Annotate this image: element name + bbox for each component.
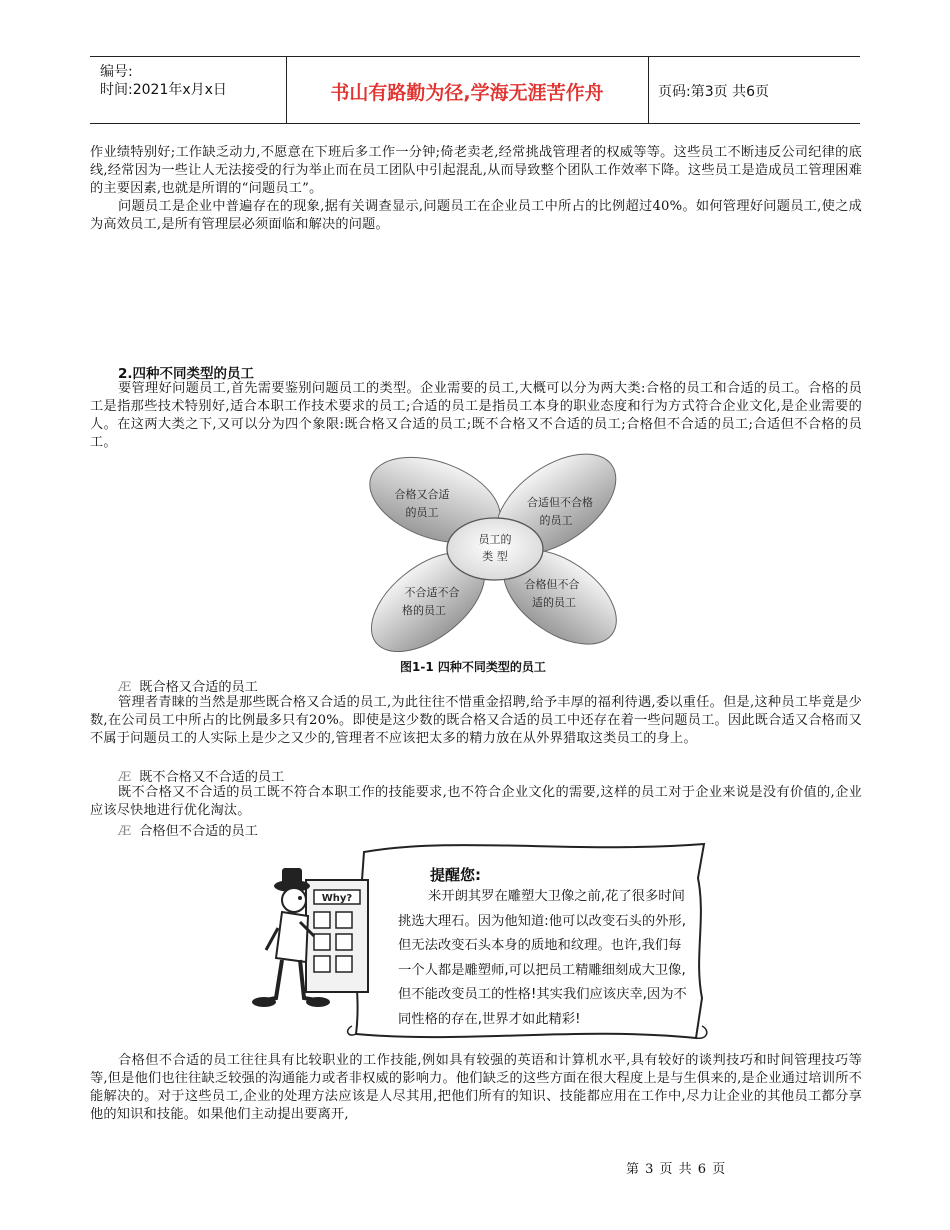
page-header — [90, 56, 860, 124]
type-2-bullet — [118, 766, 284, 785]
petal-tr-label-2: 的员工 — [539, 514, 573, 527]
header-page-info: 页码:第3页 共6页 — [658, 84, 769, 100]
employee-types-diagram — [360, 452, 630, 652]
type-2-title: 既不合格又不合适的员工 — [139, 770, 285, 785]
document-number-label: 编号: — [100, 64, 133, 80]
reminder-title: 提醒您: — [430, 866, 481, 884]
header-motto: 书山有路勤为径,学海无涯苦作舟 — [330, 82, 604, 104]
page-footer: 第 3 页 共 6 页 — [626, 1162, 727, 1177]
intro-paragraph-2: 问题员工是企业中普遍存在的现象,据有关调查显示,问题员工在企业员工中所占的比例超过40%。如何管理好问题员工,使之成为高效员工,是所有管理层必须面临和解决的问题。 — [90, 199, 862, 232]
type-1-title: 既合格又合适的员工 — [139, 680, 258, 695]
petal-tl-label-1: 合格又合适 — [394, 488, 450, 501]
petal-tr-label-1: 合适但不合格 — [527, 496, 593, 509]
petal-br-label-1: 合格但不合 — [524, 578, 580, 591]
why-sign-text: Why? — [321, 893, 353, 904]
type-3-title: 合格但不合适的员工 — [139, 824, 258, 839]
center-label-1: 员工的 — [478, 533, 512, 546]
type-2-body: 既不合格又不合适的员工既不符合本职工作的技能要求,也不符合企业文化的需要,这样的员工对于企业来说是没有价值的,企业应该尽快地进行优化淘汰。 — [90, 785, 862, 818]
petal-br-label-2: 适的员工 — [532, 596, 576, 609]
bullet-mark: Æ — [118, 680, 132, 695]
document-time-label: 时间:2021年x月x日 — [100, 82, 227, 98]
type-3-body: 合格但不合适的员工往往具有比较职业的工作技能,例如具有较强的英语和计算机水平,具有较好的谈判技巧和时间管理技巧等等,但是他们也往往缺乏较强的沟通能力或者非权威的影响力。他们缺乏的这些方面在很大程度上是与生俱来的,是企业通过培训所不能解决的。对于这些员工,企业的处理方法应该是人尽其用,把他们所有的知识、技能都应用在工作中,尽力让企业的其他员工都分享他的知识和技能。如果他们主动提出要离开, — [90, 1053, 862, 1122]
intro-paragraph-1: 作业绩特别好;工作缺乏动力,不愿意在下班后多工作一分钟;倚老卖老,经常挑战管理者的权威等等。这些员工不断违反公司纪律的底线,经常因为一些让人无法接受的行为举止而在员工团队中引起混乱,从而导致整个团队工作效率下降。这些员工是造成员工管理困难的主要因素,也就是所谓的“问题员工”。 — [90, 145, 862, 196]
bullet-mark: Æ — [118, 770, 132, 785]
petal-bl-label-2: 格的员工 — [402, 604, 446, 617]
petal-bl-label-1: 不合适不合 — [404, 586, 460, 599]
figure-caption: 图1-1 四种不同类型的员工 — [400, 660, 546, 674]
diagram-center — [447, 518, 543, 580]
type-1-body: 管理者青睐的当然是那些既合格又合适的员工,为此往往不惜重金招聘,给予丰厚的福利待遇,委以重任。但是,这种员工毕竟是少数,在公司员工中所占的比例最多只有20%。即使是这少数的既合格又合适的员工中还存在着一些问题员工。因此既合适又合格而又不属于问题员工的人实际上是少之又少的,管理者不应该把太多的精力放在从外界猎取这类员工的身上。 — [90, 695, 862, 746]
petal-tl-label-2: 的员工 — [405, 506, 439, 519]
header-page-cell — [648, 57, 860, 123]
type-3-bullet — [118, 820, 258, 839]
bullet-mark: Æ — [118, 824, 132, 839]
header-motto-cell — [286, 57, 649, 123]
type-1-bullet — [118, 676, 258, 695]
section-paragraph: 要管理好问题员工,首先需要鉴别问题员工的类型。企业需要的员工,大概可以分为两大类:合格的员工和合适的员工。合格的员工是指那些技术特别好,适合本职工作技术要求的员工;合适的员工是指员工本身的职业态度和行为方式符合企业文化,是企业需要的人。在这两大类之下,又可以分为四个象限:既合格又合适的员工;既不合格又不合适的员工;合格但不合适的员工;合适但不合格的员工。 — [90, 381, 862, 450]
section-heading: 2.四种不同类型的员工 — [118, 366, 255, 382]
header-meta-cell — [90, 57, 287, 123]
reminder-body: 米开朗其罗在雕塑大卫像之前,花了很多时间挑选大理石。因为他知道:他可以改变石头的外形,但无法改变石头本身的质地和纹理。也许,我们每一个人都是雕塑师,可以把员工精雕细刻成大卫像,但不能改变员工的性格!其实我们应该庆幸,因为不同性格的存在,世界才如此精彩! — [398, 889, 687, 1027]
center-label-2: 类 型 — [482, 550, 508, 563]
